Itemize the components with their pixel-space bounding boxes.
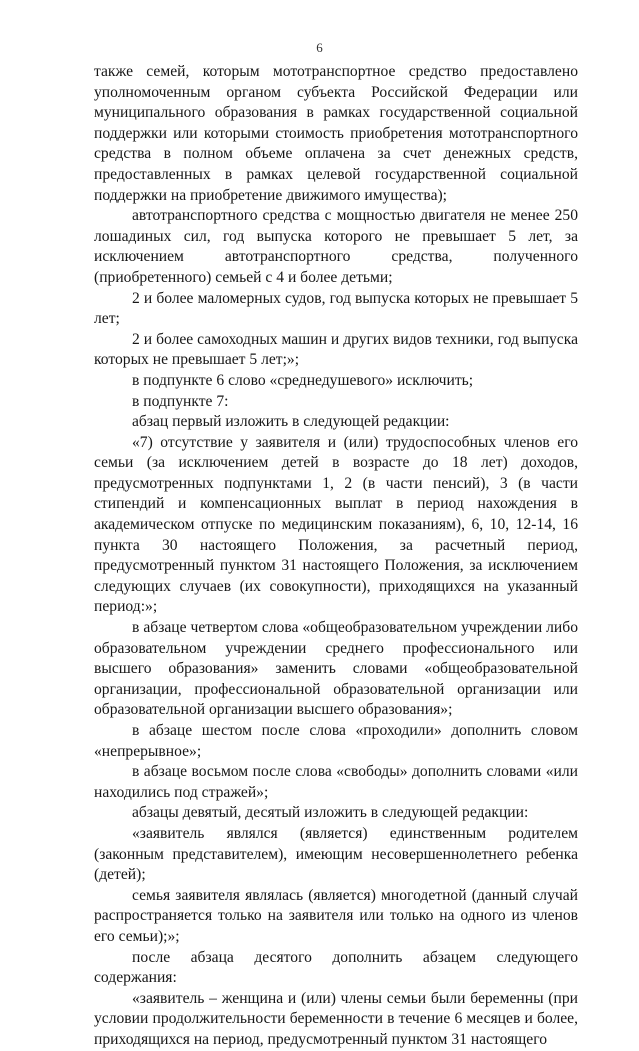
paragraph: «заявитель являлся (является) единственным родителем (законным представителем), имеющим несовершеннолетнего ребенка (детей); — [94, 824, 578, 884]
paragraph: в подпункте 7: — [132, 392, 229, 410]
paragraph: также семей, которым мототранспортное средство предоставлено уполномоченным органом субъекта Российской Федерации или муниципального образования в рамках государственной социальной поддержки или которыми стоимость приобретения мототранспортного средства в полном объеме оплачена за счет денежных средств, предоставленных в рамках целевой государственной социальной поддержки на приобретение движимого имущества); — [94, 63, 578, 204]
paragraph: 2 и более маломерных судов, год выпуска которых не превышает 5 лет; — [94, 289, 578, 328]
paragraph: в абзаце шестом после слова «проходили» дополнить словом «непрерывное»; — [94, 722, 578, 760]
paragraph: семья заявителя являлась (является) многодетной (данный случай распространяется только на заявителя или только на одного из членов его семьи);»; — [94, 886, 578, 945]
paragraph: в подпункте 6 слово «среднедушевого» исключить; — [132, 371, 474, 389]
paragraph: 2 и более самоходных машин и других видов техники, год выпуска которых не превышает 5 лет;»; — [94, 330, 578, 369]
paragraph: в абзаце восьмом после слова «свободы» дополнить словами «или находились под стражей»; — [94, 763, 578, 801]
paragraph: «заявитель – женщина и (или) члены семьи были беременны (при условии продолжительности беременности в течение 6 месяцев и более, приходящихся на период, предусмотренный пунктом 31 настоящего — [94, 989, 578, 1048]
paragraph: абзацы девятый, десятый изложить в следующей редакции: — [132, 804, 529, 822]
paragraph: после абзаца десятого дополнить абзацем следующего содержания: — [94, 948, 578, 987]
paragraph: автотранспортного средства с мощностью двигателя не менее 250 лошадиных сил, год выпуска которого не превышает 5 лет, за исключением автотранспортного средства, полученного (приобретенного) семьей с 4 и более детьми; — [94, 207, 578, 286]
page-number: 6 — [316, 40, 323, 55]
paragraph: «7) отсутствие у заявителя и (или) трудоспособных членов его семьи (за исключением детей в возрасте до 18 лет) доходов, предусмотренных подпунктами 1, 2 (в части пенсий), 3 (в части стипендий и компенсационных выплат в период нахождения в академическом отпуске по медицинским показаниям), 6, 10, 12-14, 16 пункта 30 настоящего Положения, за расчетный период, предусмотренный пунктом 31 настоящего Положения, за исключением следующих случаев (их совокупности), приходящихся на указанный период:»; — [94, 433, 578, 616]
paragraph: в абзаце четвертом слова «общеобразовательном учреждении либо образовательном учреждении среднего профессионального или высшего образования» заменить словами «общеобразовательной организации, профессиональной образовательной организации или образовательной организации высшего образования»; — [94, 619, 578, 719]
paragraph: абзац первый изложить в следующей редакции: — [132, 413, 450, 431]
document-body — [94, 62, 578, 1051]
